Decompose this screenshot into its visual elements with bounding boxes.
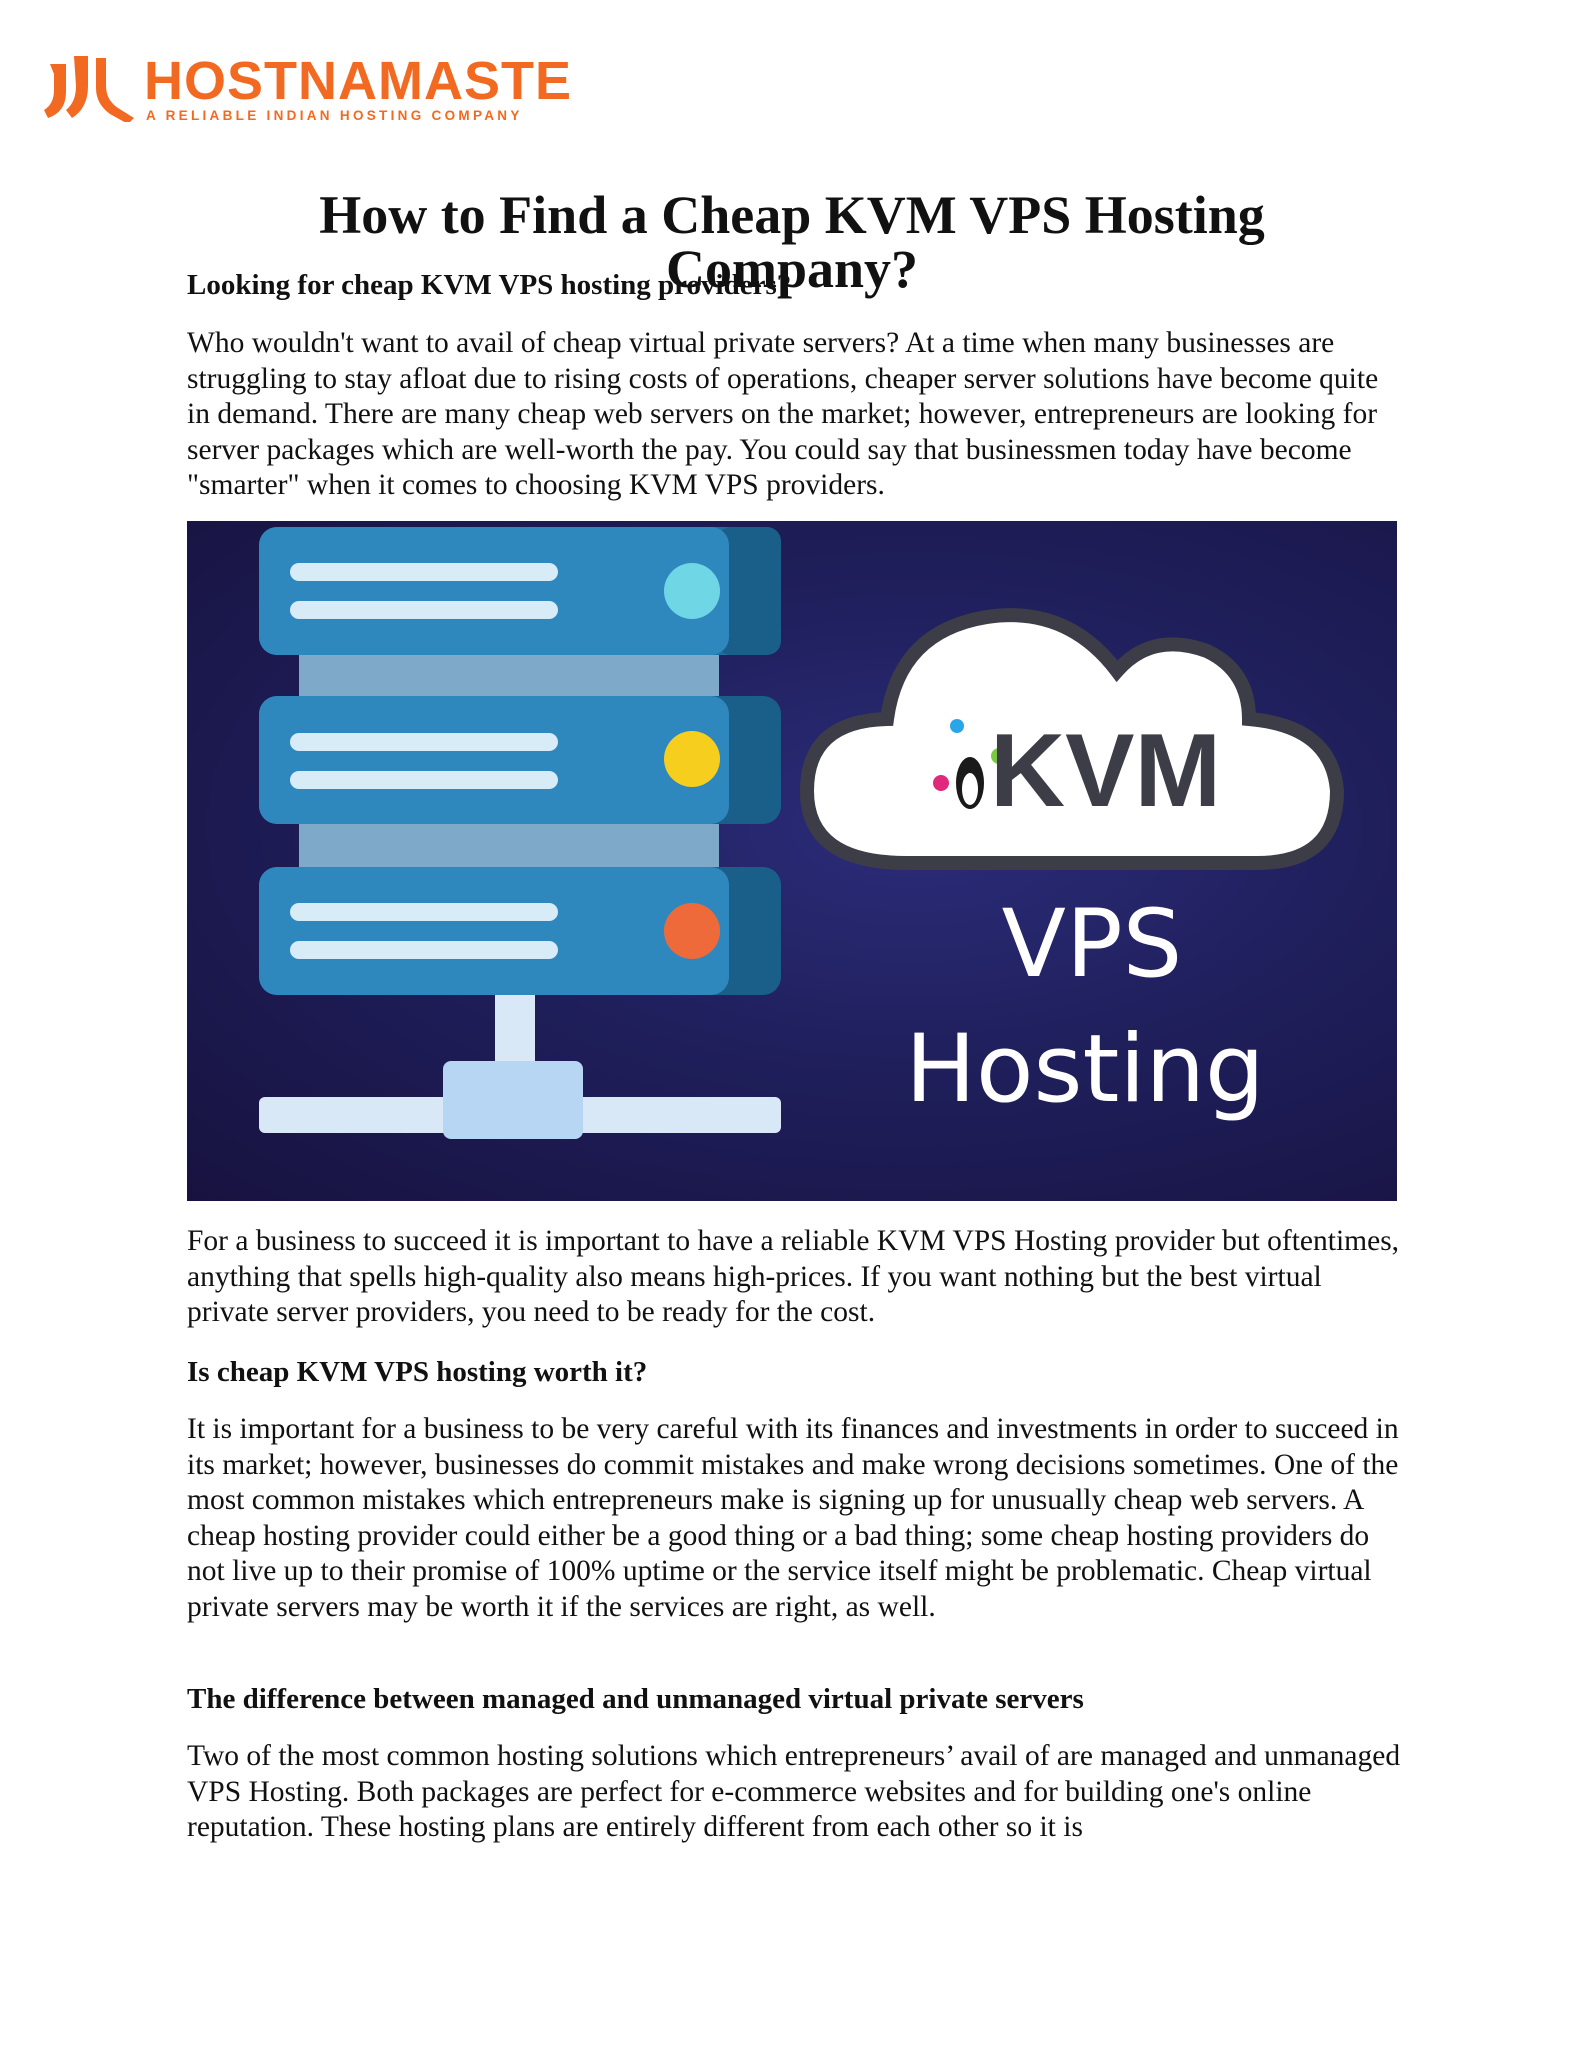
- server-unit: [259, 867, 781, 995]
- status-led-icon: [664, 731, 720, 787]
- section-heading: The difference between managed and unmanaged virtual private servers: [187, 1683, 1084, 1715]
- network-connector-icon: [259, 995, 781, 1139]
- kvm-label: KVM: [990, 713, 1222, 829]
- page-title: How to Find a Cheap KVM VPS Hosting Company?: [319, 185, 1265, 299]
- server-unit: [259, 696, 781, 824]
- brand-logo[interactable]: [44, 52, 604, 132]
- status-led-icon: [664, 563, 720, 619]
- logo-mark-icon: [44, 52, 136, 122]
- hero-caption-hosting: Hosting: [905, 1015, 1265, 1124]
- server-unit: [259, 527, 781, 655]
- section-heading: Is cheap KVM VPS hosting worth it?: [187, 1356, 648, 1388]
- hero-caption-vps: VPS: [1001, 890, 1183, 999]
- section-heading: Looking for cheap KVM VPS hosting providers?: [187, 269, 792, 301]
- brand-name: HOSTNAMASTE: [144, 51, 572, 111]
- paragraph: For a business to succeed it is important to have a reliable KVM VPS Hosting provider but oftentimes, anything that spells high-quality also means high-prices. If you want nothing but the best virtual private server providers, you need to be ready for the cost.: [187, 1225, 1400, 1328]
- paragraph: Who wouldn't want to avail of cheap virtual private servers? At a time when many businesses are struggling to stay afloat due to rising costs of operations, cheaper server solutions have become quite in demand. There are many cheap web servers on the market; however, entrepreneurs are looking for server packages which are well-worth the pay. You could say that businessmen today have become "smarter" when it comes to choosing KVM VPS providers.: [187, 327, 1379, 501]
- status-led-icon: [664, 903, 720, 959]
- server-illustration: [187, 521, 1397, 1201]
- paragraph: Two of the most common hosting solutions which entrepreneurs’ avail of are managed and unmanaged VPS Hosting. Both packages are perfect for e-commerce websites and for building one's online reputation. These hosting plans are entirely different from each other so it is: [187, 1740, 1401, 1843]
- brand-tagline: A RELIABLE INDIAN HOSTING COMPANY: [146, 108, 523, 123]
- hero-image: [187, 521, 1397, 1201]
- paragraph: It is important for a business to be very careful with its finances and investments in order to succeed in its market; however, businesses do commit mistakes and make wrong decisions sometimes. One of the most common mistakes which entrepreneurs make is signing up for unusually cheap web servers. A cheap hosting provider could either be a good thing or a bad thing; some cheap hosting providers do not live up to their promise of 100% uptime or the service itself might be problematic. Cheap virtual private servers may be worth it if the services are right, as well.: [187, 1413, 1399, 1623]
